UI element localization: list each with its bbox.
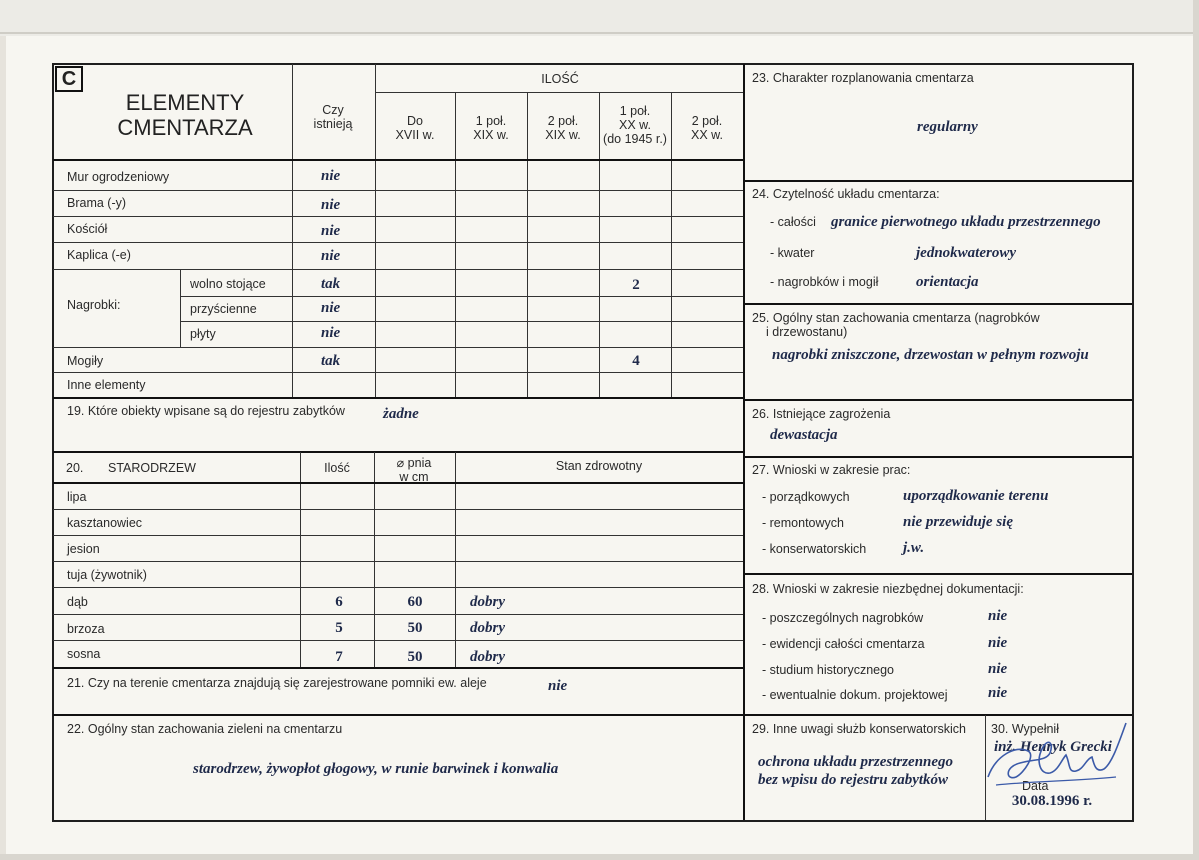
line: [53, 714, 743, 716]
period-l1: 2 poł.: [691, 114, 723, 128]
q28-label: 28. Wnioski w zakresie niezbędnej dokumentacji:: [752, 582, 1024, 596]
element-label: Mogiły: [67, 354, 104, 368]
tree-count: 5: [335, 620, 343, 636]
period-l3: (do 1945 r.): [603, 132, 667, 146]
scan-right-edge: [1193, 0, 1199, 860]
col-exists-l2: istnieją: [313, 117, 353, 131]
line: [455, 452, 456, 667]
scan-top-line: [0, 32, 1199, 34]
period-l1: 1 poł.: [619, 104, 651, 118]
tree-name: jesion: [67, 542, 100, 556]
q28-item-value: nie: [988, 608, 1008, 624]
line: [180, 296, 743, 297]
form-frame: [52, 63, 1134, 822]
line: [53, 372, 743, 373]
q24-item-label: - kwater: [770, 246, 815, 260]
line: [53, 190, 743, 191]
q24-item-value: orientacja: [916, 274, 979, 290]
element-label: Kościół: [67, 222, 108, 236]
tree-count: 6: [335, 594, 343, 610]
q27-item-label: - porządkowych: [762, 490, 850, 504]
line: [53, 159, 743, 161]
element-label: przyścienne: [190, 302, 257, 316]
element-label: Inne elementy: [67, 378, 146, 392]
q19-value: żadne: [383, 406, 419, 422]
tree-diam: 60: [407, 594, 423, 610]
tree-name: dąb: [67, 595, 88, 609]
q29-value-l1: ochrona układu przestrzennego: [758, 754, 954, 770]
col-exists-header: [314, 103, 353, 131]
line: [53, 397, 743, 399]
line: [300, 452, 301, 667]
q30-date-label: Data: [1022, 779, 1049, 793]
q23-label: 23. Charakter rozplanowania cmentarza: [752, 71, 974, 85]
tree-count: 7: [335, 649, 343, 665]
q24-item-label: - całości: [770, 215, 816, 229]
main-divider: [743, 64, 745, 820]
q25-value: nagrobki zniszczone, drzewostan w pełnym rozwoju: [772, 347, 1089, 363]
period-header: [396, 114, 435, 142]
element-exists-value: tak: [321, 353, 341, 369]
col-health-header: Stan zdrowotny: [555, 459, 643, 473]
period-header: [603, 104, 667, 146]
element-label: Kaplica (-e): [67, 248, 131, 262]
period-header: [691, 114, 723, 142]
line: [180, 321, 743, 322]
q24-item-value: granice pierwotnego układu przestrzennego: [831, 214, 1101, 230]
signature-scribble: [976, 715, 1132, 795]
q27-label: 27. Wnioski w zakresie prac:: [752, 463, 911, 477]
period-l1: Do: [407, 114, 423, 128]
col-count-header: Ilość: [324, 461, 350, 475]
q29-value-l2: bez wpisu do rejestru zabytków: [758, 772, 949, 788]
line: [53, 216, 743, 217]
period-l1: 1 poł.: [475, 114, 507, 128]
tree-health: dobry: [470, 620, 505, 636]
period-header: [473, 114, 508, 142]
q24-item-label: - nagrobków i mogił: [770, 275, 879, 289]
element-exists-value: nie: [321, 248, 341, 264]
element-exists-value: nie: [321, 197, 341, 213]
q23-value: regularny: [917, 119, 978, 135]
line: [53, 347, 743, 348]
tree-diam: 50: [407, 620, 423, 636]
line: [53, 614, 743, 615]
line: [53, 242, 743, 243]
tree-name: brzoza: [67, 622, 105, 636]
q27-item-value: j.w.: [903, 540, 925, 556]
q21-label: 21. Czy na terenie cmentarza znajdują się zarejestrowane pomniki ew. aleje: [67, 676, 487, 690]
q28-item-value: nie: [988, 661, 1008, 677]
q28-item-value: nie: [988, 685, 1008, 701]
element-exists-value: nie: [321, 300, 341, 316]
tree-name: kasztanowiec: [67, 516, 143, 530]
q24-label: 24. Czytelność układu cmentarza:: [752, 187, 940, 201]
line: [53, 509, 743, 510]
element-qty-value: 4: [632, 353, 640, 369]
line: [180, 270, 181, 347]
q26-value: dewastacja: [770, 427, 838, 443]
q27-item-value: nie przewiduje się: [903, 514, 1014, 530]
q28-item-label: - studium historycznego: [762, 663, 895, 677]
line: [455, 92, 456, 397]
scan-bottom-edge: [0, 854, 1199, 860]
line: [375, 92, 743, 93]
element-label: wolno stojące: [190, 277, 266, 291]
line: [743, 399, 1132, 401]
q28-item-label: - poszczególnych nagrobków: [762, 611, 924, 625]
q20-label: STARODRZEW: [108, 461, 196, 475]
q30-value: inż. Henryk Grecki: [994, 739, 1112, 755]
col-diam-l1: ⌀ pnia: [396, 456, 432, 470]
tree-health: dobry: [470, 594, 505, 610]
line: [743, 456, 1132, 458]
line: [53, 269, 743, 270]
period-l2: XVII w.: [395, 128, 435, 142]
period-l2: XIX w.: [473, 128, 509, 142]
q28-item-label: - ewentualnie dokum. projektowej: [762, 688, 948, 702]
element-label: płyty: [190, 327, 216, 341]
period-l1: 2 poł.: [547, 114, 579, 128]
line: [743, 303, 1132, 305]
q25-label: [752, 311, 1040, 339]
title-line-2: CMENTARZA: [117, 115, 253, 140]
line: [53, 451, 743, 453]
col-quantity-header: ILOŚĆ: [541, 72, 579, 86]
line: [671, 92, 672, 397]
q25-label-l1: 25. Ogólny stan zachowania cmentarza (nagrobków: [752, 311, 1040, 325]
element-label: Mur ogrodzeniowy: [67, 170, 170, 184]
element-label: Brama (-y): [67, 196, 127, 210]
title-line-1: ELEMENTY: [125, 90, 245, 115]
form-title: [95, 90, 275, 140]
tree-health: dobry: [470, 649, 505, 665]
scan-top-strip: [0, 0, 1199, 36]
line: [374, 452, 375, 667]
q28-item-label: - ewidencji całości cmentarza: [762, 637, 925, 651]
section-letter-box: C: [55, 66, 83, 92]
nagrobki-group-label: Nagrobki:: [67, 298, 121, 312]
col-diam-l2: w cm: [399, 470, 429, 484]
col-diam-header: [397, 456, 432, 484]
tree-name: lipa: [67, 490, 87, 504]
line: [743, 573, 1132, 575]
element-exists-value: nie: [321, 223, 341, 239]
period-l2: XX w.: [619, 118, 651, 132]
element-qty-value: 2: [632, 277, 640, 293]
line: [527, 92, 528, 397]
line: [53, 535, 743, 536]
q26-label: 26. Istniejące zagrożenia: [752, 407, 891, 421]
q20-number: 20.: [66, 461, 84, 475]
q29-label: 29. Inne uwagi służb konserwatorskich: [752, 722, 967, 736]
period-l2: XX w.: [691, 128, 723, 142]
q19-label: 19. Które obiekty wpisane są do rejestru zabytków: [67, 404, 345, 418]
q27-item-label: - konserwatorskich: [762, 542, 867, 556]
element-exists-value: tak: [321, 276, 341, 292]
line: [743, 180, 1132, 182]
q30-label: 30. Wypełnił: [991, 722, 1059, 736]
q24-item-value: jednokwaterowy: [916, 245, 1016, 261]
line: [53, 561, 743, 562]
line: [53, 640, 743, 641]
line: [53, 667, 743, 669]
q22-value: starodrzew, żywopłot głogowy, w runie barwinek i konwalia: [193, 761, 559, 777]
line: [599, 92, 600, 397]
tree-diam: 50: [407, 649, 423, 665]
q30-date-value: 30.08.1996 r.: [1011, 793, 1093, 809]
q28-item-value: nie: [988, 635, 1008, 651]
q27-item-label: - remontowych: [762, 516, 844, 530]
period-l2: XIX w.: [545, 128, 581, 142]
line: [53, 587, 743, 588]
q21-value: nie: [548, 678, 568, 694]
q27-item-value: uporządkowanie terenu: [903, 488, 1049, 504]
col-exists-l1: Czy: [322, 103, 344, 117]
q25-label-l2: i drzewostanu): [766, 325, 848, 339]
element-exists-value: nie: [321, 168, 341, 184]
tree-name: sosna: [67, 647, 101, 661]
element-exists-value: nie: [321, 325, 341, 341]
tree-name: tuja (żywotnik): [67, 568, 147, 582]
q22-label: 22. Ogólny stan zachowania zieleni na cmentarzu: [67, 722, 343, 736]
period-header: [545, 114, 580, 142]
